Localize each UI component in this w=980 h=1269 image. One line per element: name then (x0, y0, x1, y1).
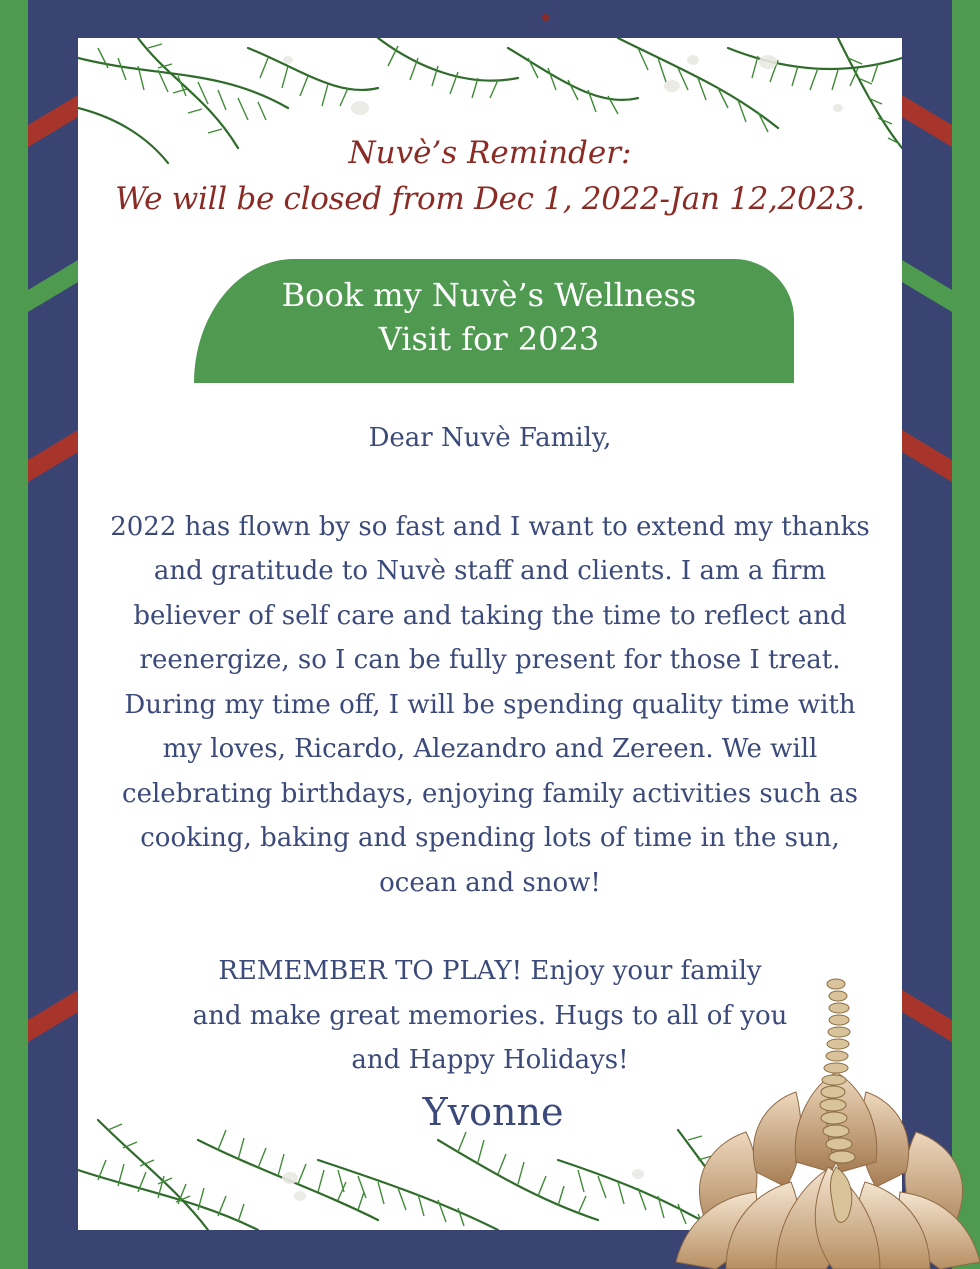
reminder-title: Nuvè’s Reminder: (348, 135, 632, 171)
chevron-decoration (902, 95, 954, 151)
closing-line: REMEMBER TO PLAY! Enjoy your family (218, 956, 762, 986)
letter-line: During my time off, I will be spending quality time with (124, 689, 856, 720)
chevron-decoration (902, 260, 954, 316)
reminder-dates: We will be closed from Dec 1, 2022-Jan 12,2023. (115, 181, 865, 217)
chevron-decoration (28, 260, 80, 316)
signature: Yvonne (422, 1090, 564, 1134)
top-ornament-dot (542, 14, 549, 21)
chevron-decoration (28, 430, 80, 486)
letter-line: my loves, Ricardo, Alezandro and Zereen. We will (162, 734, 818, 764)
letter-line: ocean and snow! (379, 867, 601, 898)
book-button-line2: Visit for 2023 (378, 320, 600, 358)
left-green-stripe (0, 0, 28, 1269)
letter-greeting: Dear Nuvè Family, (368, 423, 612, 453)
lotus-spine-logo-icon (676, 972, 980, 1269)
chevron-decoration (902, 430, 954, 486)
letter-line: believer of self care and taking the time to reflect and (133, 600, 847, 631)
letter-line: cooking, baking and spending lots of time in the sun, (140, 823, 840, 853)
closure-reminder (78, 130, 902, 222)
book-wellness-visit-button[interactable] (194, 259, 794, 383)
closing-line: and make great memories. Hugs to all of you (192, 1000, 788, 1031)
letter-paragraph (78, 505, 902, 906)
letter-line: 2022 has flown by so fast and I want to extend my thanks (110, 511, 870, 542)
book-button-line1: Book my Nuvè’s Wellness (281, 276, 697, 314)
letter-line: and gratitude to Nuvè staff and clients. I am a firm (153, 556, 827, 586)
chevron-decoration (28, 990, 80, 1046)
letter-line: celebrating birthdays, enjoying family activities such as (122, 778, 858, 809)
closing-line: and Happy Holidays! (351, 1045, 629, 1075)
letter-line: reenergize, so I can be fully present for those I treat. (139, 645, 841, 675)
chevron-decoration (28, 95, 80, 151)
